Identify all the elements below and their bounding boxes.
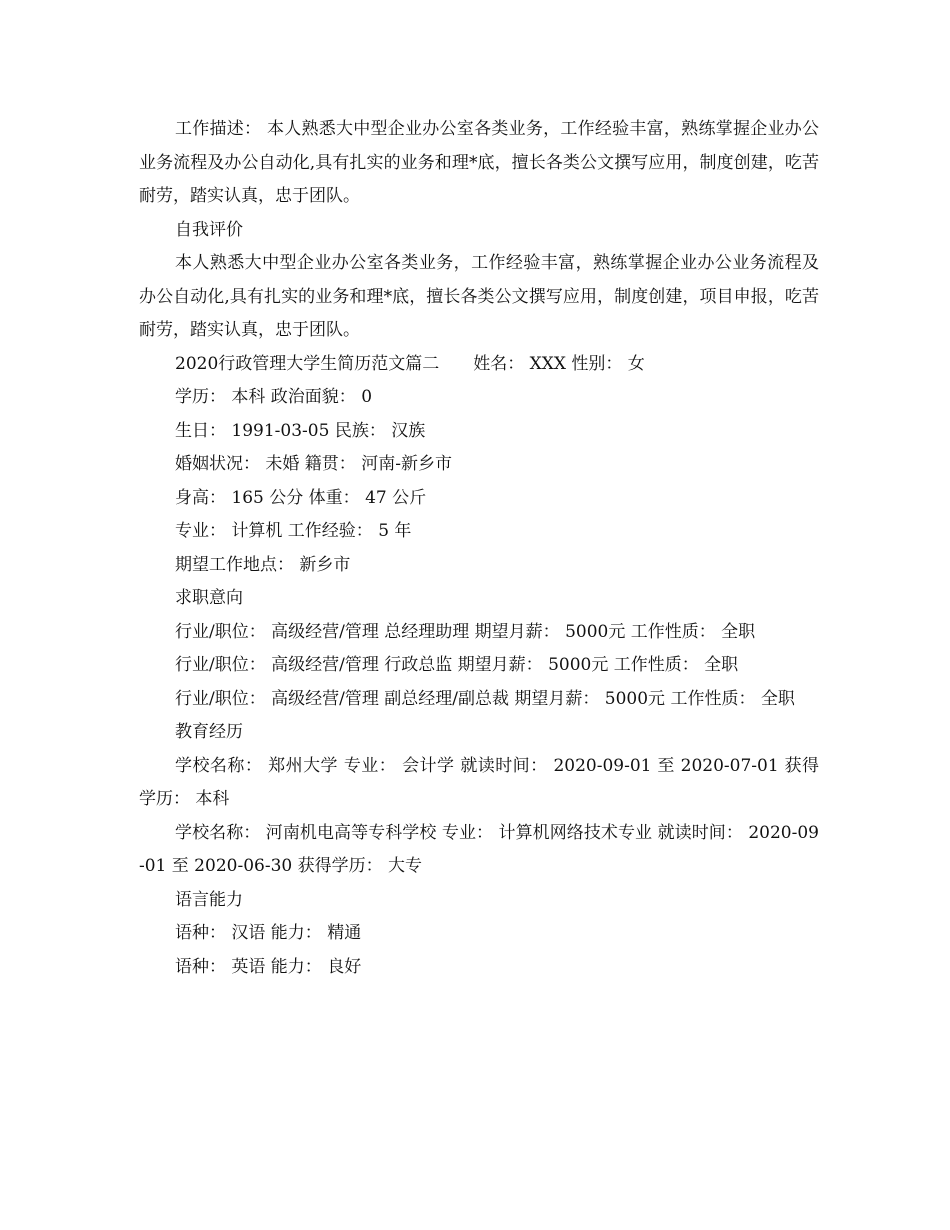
personal-info-major-line: 专业： 计算机 工作经验： 5 年: [175, 521, 412, 541]
work-description-paragraph: [139, 113, 819, 214]
self-evaluation-text: 本人熟悉大中型企业办公室各类业务，工作经验丰富，熟练掌握企业办公业务流程及办公自动化,具有扎实的业务和理*底，擅长各类公文撰写应用，制度创建，项目申报，吃苦耐劳，踏实认真，忠于团队。: [139, 253, 819, 340]
personal-info-marital-line: 婚姻状况： 未婚 籍贯： 河南-新乡市: [175, 454, 452, 474]
job-intention-item: 行业/职位： 高级经营/管理 总经理助理 期望月薪： 5000元 工作性质： 全职: [175, 621, 756, 642]
work-description-label: 工作描述：: [175, 119, 262, 139]
work-description-text: 本人熟悉大中型企业办公室各类业务，工作经验丰富，熟练掌握企业办公业务流程及办公自动化,具有扎实的业务和理*底，擅长各类公文撰写应用，制度创建，吃苦耐劳，踏实认真，忠于团队。: [139, 119, 819, 206]
job-intention-item: 行业/职位： 高级经营/管理 行政总监 期望月薪： 5000元 工作性质： 全职: [175, 655, 739, 675]
education-item: 学校名称： 河南机电高等专科学校 专业： 计算机网络技术专业 就读时间： 2020-09-01 至 2020-06-30 获得学历： 大专: [139, 822, 819, 876]
resume-title-line: 2020行政管理大学生简历范文篇二 姓名： XXX 性别： 女: [175, 353, 645, 374]
self-evaluation-heading: 自我评价: [175, 219, 243, 240]
document-body: [139, 113, 819, 984]
personal-info-height-line: 身高： 165 公分 体重： 47 公斤: [175, 487, 427, 508]
job-intention-heading: 求职意向: [175, 588, 243, 608]
language-item: 语种： 汉语 能力： 精通: [175, 923, 362, 943]
language-item: 语种： 英语 能力： 良好: [175, 956, 362, 977]
job-intention-item: 行业/职位： 高级经营/管理 副总经理/副总裁 期望月薪： 5000元 工作性质： 全职: [175, 688, 795, 709]
education-heading: 教育经历: [175, 722, 243, 742]
language-heading: 语言能力: [175, 889, 243, 910]
personal-info-education-line: 学历： 本科 政治面貌： 0: [175, 387, 373, 407]
personal-info-birthday-line: 生日： 1991-03-05 民族： 汉族: [175, 420, 426, 441]
education-item: 学校名称： 郑州大学 专业： 会计学 就读时间： 2020-09-01 至 2020-07-01 获得学历： 本科: [139, 755, 819, 809]
personal-info-location-line: 期望工作地点： 新乡市: [175, 554, 351, 575]
